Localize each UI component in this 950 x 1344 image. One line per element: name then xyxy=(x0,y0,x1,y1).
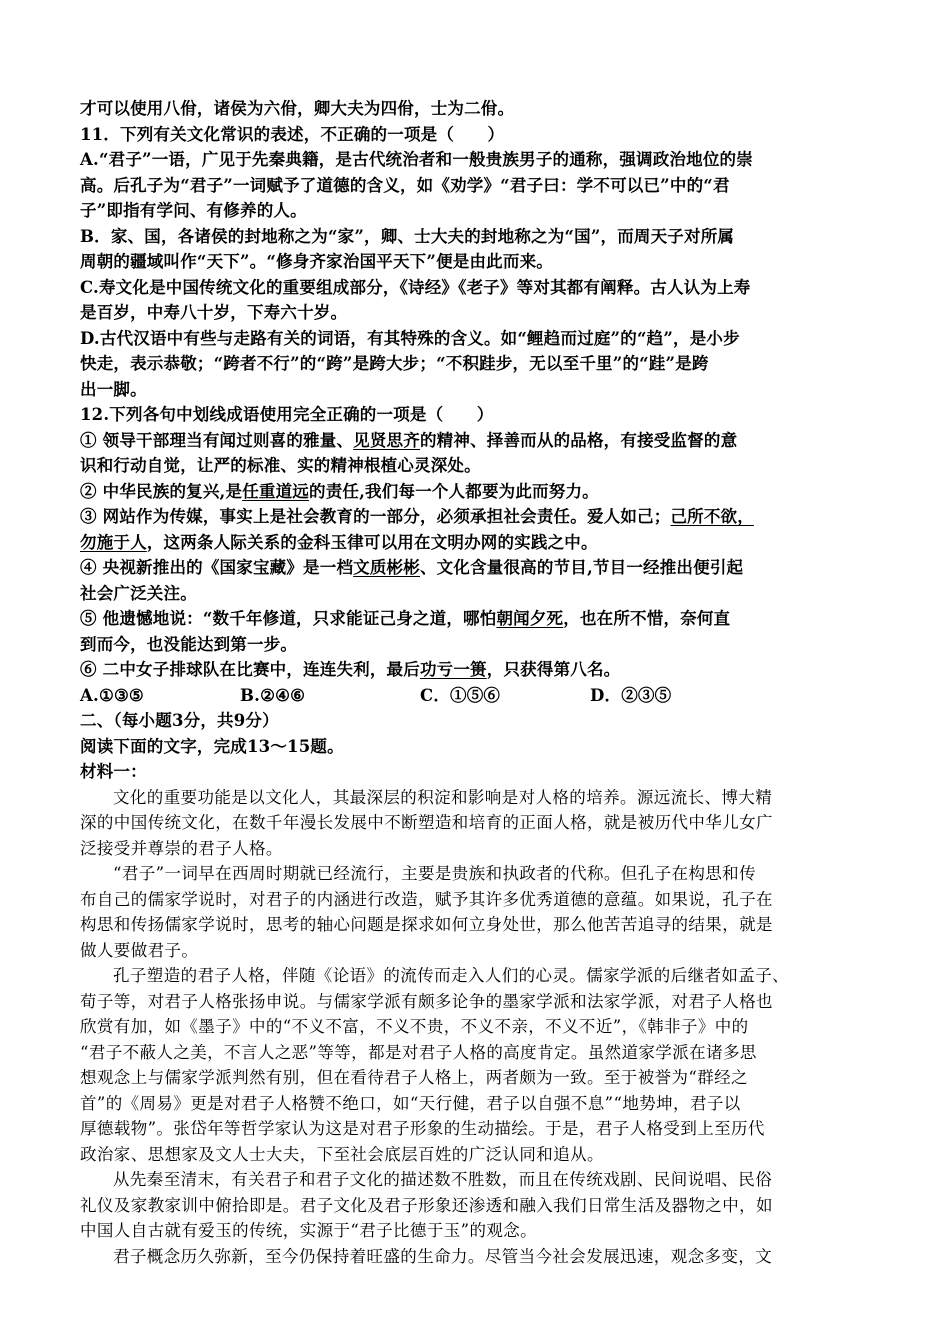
text-run: ⑥ 二中女子排球队在比赛中，连连失利，最后 xyxy=(80,660,420,679)
material-line: 布自己的儒家学说时，对君子的内涵进行改造，赋予其许多优秀道德的意蕴。如果说，孔子在 xyxy=(80,889,773,909)
q11-option-a-line-3: 子”即指有学问、有修养的人。 xyxy=(80,201,307,220)
choice-c: C．①⑤⑥ xyxy=(420,685,501,705)
q11-option-d-line-3: 出一脚。 xyxy=(80,379,147,399)
q12-sentence-5 xyxy=(80,606,880,632)
q10-tail: 才可以使用八佾，诸侯为六佾，卿大夫为四佾，士为二佾。 xyxy=(80,99,515,118)
q12-sentence-4-cont: 社会广泛关注。 xyxy=(80,583,197,603)
q11-option-d-line-2: 快走，表示恭敬；“跨者不行”的“跨”是跨大步；“不积跬步，无以至千里”的“跬”是跨 xyxy=(80,354,709,373)
q12-sentence-5-cont: 到而今，也没能达到第一步。 xyxy=(80,634,298,654)
text-run: ④ 央视新推出的《国家宝藏》是一档 xyxy=(80,558,354,577)
material-line: 荀子等，对君子人格张扬申说。与儒家学派有颇多论争的墨家学派和法家学派，对君子人格也 xyxy=(80,991,773,1011)
underlined-idiom: 任重道远 xyxy=(242,481,310,501)
material-line: 深的中国传统文化，在数千年漫长发展中不断塑造和培育的正面人格，就是被历代中华儿女广 xyxy=(80,813,773,832)
q12-stem: 12.下列各句中划线成语使用完全正确的一项是（ ） xyxy=(80,405,494,424)
material-line: 欣赏有加，如《墨子》中的“不义不富，不义不贵，不义不亲，不义不近”，《韩非子》中的 xyxy=(80,1017,749,1036)
q12-sentence-6 xyxy=(80,657,880,683)
underlined-idiom: 文质彬彬 xyxy=(353,558,420,577)
text-run: ，这两条人际关系的金科玉律可以用在文明办网的实践之中。 xyxy=(146,532,598,552)
exam-page xyxy=(80,96,880,1269)
section-heading: 二、（每小题3分，共9分） xyxy=(80,711,279,730)
material-line: 中国人自古就有爱玉的传统，实源于“君子比德于玉”的观念。 xyxy=(80,1221,538,1240)
material-paragraph-4: 从先秦至清末，有关君子和君子文化的描述数不胜数，而且在传统戏剧、民间说唱、民俗 xyxy=(113,1170,773,1189)
q11-option-b-line-1: B．家、国，各诸侯的封地称之为“家”，卿、士大夫的封地称之为“国”，而周天子对所属 xyxy=(80,226,735,246)
q12-sentence-1 xyxy=(80,428,880,454)
q12-choices xyxy=(80,683,880,709)
underlined-idiom: 功亏一篑 xyxy=(419,660,487,679)
q12-sentence-2 xyxy=(80,479,880,505)
choice-b: B.②④⑥ xyxy=(240,685,306,705)
section-2-header xyxy=(80,708,880,785)
material-line: 泛接受并尊崇的君子人格。 xyxy=(80,838,283,858)
text-run: 的精神、择善而从的品格，有接受监督的意 xyxy=(419,430,738,450)
material-paragraph-2: “君子”一词早在西周时期就已经流行，主要是贵族和执政者的代称。但孔子在构思和传 xyxy=(113,864,756,883)
q11-stem: 11．下列有关文化常识的表述，不正确的一项是（ ） xyxy=(80,124,505,144)
material-paragraph-3: 孔子塑造的君子人格，伴随《论语》的流传而走入人们的心灵。儒家学派的后继者如孟子、 xyxy=(113,966,789,985)
choice-a: A.①③⑤ xyxy=(80,685,144,705)
text-run: 、文化含量很高的节目,节目一经推出便引起 xyxy=(419,558,744,577)
material-line: 想观念上与儒家学派判然有别，但在看待君子人格上，两者颇为一致。至于被誉为“群经之 xyxy=(80,1068,748,1087)
q12-sentence-4 xyxy=(80,555,880,581)
q11-option-c-line-2: 是百岁，中寿八十岁，下寿六十岁。 xyxy=(80,303,348,322)
text-run: ② 中华民族的复兴,是 xyxy=(80,481,243,501)
material-line: 厚德载物”。张岱年等哲学家认为这是对君子形象的生动描绘。于是，君子人格受到上至历代 xyxy=(80,1119,765,1138)
q11-option-a-line-2: 高。后孔子为“君子”一词赋予了道德的含义，如《劝学》“君子曰：学不可以已”中的“君 xyxy=(80,175,730,195)
text-run: 的责任,我们每一个人都要为此而努力。 xyxy=(309,481,599,501)
question-12 xyxy=(80,402,880,708)
material-line: 构思和传扬儒家学说时，思考的轴心问题是探求如何立身处世，那么他苦苦追寻的结果，就是 xyxy=(80,915,773,934)
underlined-idiom: 勿施于人 xyxy=(80,532,147,552)
material-paragraph-1: 文化的重要功能是以文化人，其最深层的积淀和影响是对人格的培养。源远流长、博大精 xyxy=(113,787,773,807)
q11-option-c-line-1: C.寿文化是中国传统文化的重要组成部分，《诗经》《老子》等对其都有阐释。古人认为上寿 xyxy=(80,277,751,297)
underlined-idiom: 见贤思齐 xyxy=(353,430,420,450)
material-line: 首”的《周易》更是对君子人格赞不绝口，如“天行健，君子以自强不息”“地势坤，君子以 xyxy=(80,1093,741,1113)
material-label: 材料一： xyxy=(80,762,147,781)
reading-instruction: 阅读下面的文字，完成13～15题。 xyxy=(80,736,344,756)
material-line: 礼仪及家教家训中俯拾即是。君子文化及君子形象还渗透和融入我们日常生活及器物之中，如 xyxy=(80,1195,773,1215)
q12-sentence-3 xyxy=(80,504,880,530)
material-one xyxy=(80,785,880,1270)
text-run: ① 领导干部理当有闻过则喜的雅量、 xyxy=(80,430,354,450)
material-line: 做人要做君子。 xyxy=(80,940,199,960)
material-line: “君子不蔽人之美，不言人之恶”等等，都是对君子人格的高度肯定。虽然道家学派在诸多思 xyxy=(80,1042,757,1062)
text-run: ，也在所不惜，奈何直 xyxy=(563,609,731,628)
q12-sentence-3-cont xyxy=(80,530,880,556)
text-run: ，只获得第八名。 xyxy=(486,660,621,679)
question-11 xyxy=(80,122,880,403)
q12-sentence-1-cont: 识和行动自觉，让严的标准、实的精神根植心灵深处。 xyxy=(80,456,481,475)
q11-option-d-line-1: D.古代汉语中有些与走路有关的词语，有其特殊的含义。如“鲤趋而过庭”的“趋”，是小步 xyxy=(80,328,740,348)
text-run: ③ 网站作为传媒，事实上是社会教育的一部分，必须承担社会责任。爱人如己； xyxy=(80,507,671,526)
material-paragraph-5: 君子概念历久弥新，至今仍保持着旺盛的生命力。尽管当今社会发展迅速，观念多变，文 xyxy=(113,1246,773,1266)
q11-option-b-line-2: 周朝的疆域叫作“天下”。“修身齐家治国平天下”便是由此而来。 xyxy=(80,252,553,271)
choice-d: D．②③⑤ xyxy=(590,685,672,705)
text-run: ⑤ 他遗憾地说：“数千年修道，只求能证己身之道，哪怕 xyxy=(80,609,497,628)
underlined-idiom: 朝闻夕死 xyxy=(496,609,564,628)
q11-option-a-line-1: A.“君子”一语，广见于先秦典籍，是古代统治者和一般贵族男子的通称，强调政治地位的崇 xyxy=(80,150,753,169)
material-line: 政治家、思想家及文人士大夫，下至社会底层百姓的广泛认同和追从。 xyxy=(80,1144,604,1164)
underlined-idiom: 己所不欲， xyxy=(670,507,754,526)
